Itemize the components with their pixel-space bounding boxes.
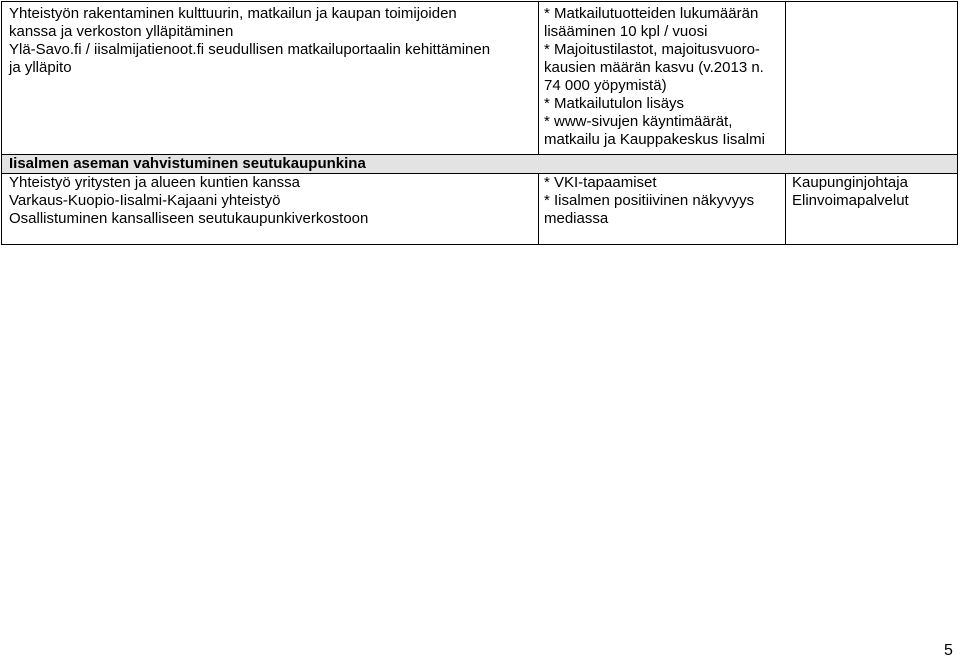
row2-col3-line: Kaupunginjohtaja bbox=[792, 174, 908, 191]
row2-col2-line: * Iisalmen positiivinen näkyvyys bbox=[544, 192, 755, 209]
row1-col2-line: lisääminen 10 kpl / vuosi bbox=[544, 23, 708, 40]
row1-col2-line: * www-sivujen käyntimäärät, bbox=[544, 113, 733, 130]
column-divider-2 bbox=[785, 2, 786, 155]
row2-col1-line: Varkaus-Kuopio-Iisalmi-Kajaani yhteistyö bbox=[9, 192, 281, 209]
page-number: 5 bbox=[944, 642, 953, 659]
row1-col2-text bbox=[544, 5, 765, 149]
row1-col1-line: Yhteistyön rakentaminen kulttuurin, matkailun ja kaupan toimijoiden bbox=[9, 5, 457, 22]
row1-col2-line: * Matkailutuotteiden lukumäärän bbox=[544, 5, 759, 22]
row2-col1-text bbox=[9, 174, 368, 228]
row2-col1-line: Yhteistyö yritysten ja alueen kuntien kanssa bbox=[9, 174, 300, 191]
row1-col2-line: * Matkailutulon lisäys bbox=[544, 95, 685, 112]
row1-col2-line: matkailu ja Kauppakeskus Iisalmi bbox=[544, 131, 765, 148]
document-table bbox=[1, 1, 958, 245]
row1-col2-line: 74 000 yöpymistä) bbox=[544, 77, 667, 94]
section-header-text: Iisalmen aseman vahvistuminen seutukaupunkina bbox=[9, 155, 366, 172]
row2-col2-line: mediassa bbox=[544, 210, 609, 227]
row1-col2-line: * Majoitustilastot, majoitusvuoro- bbox=[544, 41, 760, 58]
row2-col3-line: Elinvoimapalvelut bbox=[792, 192, 909, 209]
row1-col1-line: ja ylläpito bbox=[9, 59, 72, 76]
row1-col1-text bbox=[9, 5, 490, 77]
column-divider-1-lower bbox=[538, 174, 539, 244]
column-divider-1 bbox=[538, 2, 539, 155]
row1-col2-line: kausien määrän kasvu (v.2013 n. bbox=[544, 59, 764, 76]
row2-col1-line: Osallistuminen kansalliseen seutukaupunkiverkostoon bbox=[9, 210, 369, 227]
column-divider-2-lower bbox=[785, 174, 786, 244]
row1-col1-line: Ylä-Savo.fi / iisalmijatienoot.fi seudullisen matkailuportaalin kehittäminen bbox=[9, 41, 491, 58]
row2-col2-line: * VKI-tapaamiset bbox=[544, 174, 657, 191]
row2-col3-text bbox=[792, 174, 909, 210]
row2-col2-text bbox=[544, 174, 754, 228]
row1-col1-line: kanssa ja verkoston ylläpitäminen bbox=[9, 23, 234, 40]
